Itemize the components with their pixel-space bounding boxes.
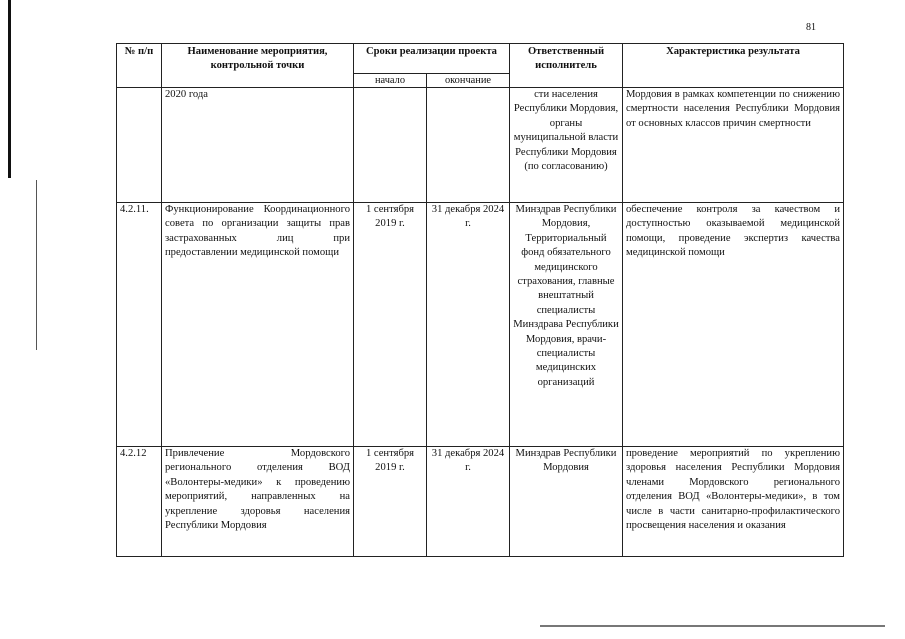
row-end: 31 декабря 2024 г. bbox=[427, 447, 510, 557]
row-responsible: Минздрав Республики Мордовия, Территориальный фонд обязательного медицинского страхования, главные внештатный специалисты Минздрава Республики Мордовия, врачи-специалисты медицинских организаций bbox=[510, 203, 623, 447]
scan-edge-mark-secondary bbox=[36, 180, 37, 350]
row-responsible: сти населения Республики Мордовия, органы муниципальной власти Республики Мордовия (по согласованию) bbox=[510, 88, 623, 203]
row-result: обеспечение контроля за качеством и доступностью оказываемой медицинской помощи, проведение экспертиз качества медицинской помощи bbox=[623, 203, 844, 447]
header-responsible: Ответственный исполнитель bbox=[510, 44, 623, 88]
row-num: 4.2.12 bbox=[117, 447, 162, 557]
row-result: Мордовия в рамках компетенции по снижению смертности населения Республики Мордовия от основных классов причин смертности bbox=[623, 88, 844, 203]
row-result: проведение мероприятий по укреплению здоровья населения Республики Мордовия членами Мордовского регионального отделения ВОД «Волонтеры-медики», в том числе в части санитарно-профилактического просвещения населения и оказания bbox=[623, 447, 844, 557]
header-name: Наименование мероприятия, контрольной точки bbox=[162, 44, 354, 88]
table-row bbox=[117, 203, 844, 447]
table-header-row bbox=[117, 44, 844, 74]
table-row bbox=[117, 447, 844, 557]
header-result: Характеристика результата bbox=[623, 44, 844, 88]
row-name: Функционирование Координационного совета по организации защиты прав застрахованных лиц при предоставлении медицинской помощи bbox=[162, 203, 354, 447]
row-start: 1 сентября 2019 г. bbox=[354, 447, 427, 557]
header-end: окончание bbox=[427, 74, 510, 88]
header-num: № п/п bbox=[117, 44, 162, 88]
page-number: 81 bbox=[806, 22, 816, 33]
header-start: начало bbox=[354, 74, 427, 88]
row-name: 2020 года bbox=[162, 88, 354, 203]
row-end: 31 декабря 2024 г. bbox=[427, 203, 510, 447]
row-start bbox=[354, 88, 427, 203]
header-terms: Сроки реализации проекта bbox=[354, 44, 510, 74]
row-responsible: Минздрав Республики Мордовия bbox=[510, 447, 623, 557]
row-name: Привлечение Мордовского регионального отделения ВОД «Волонтеры-медики» к проведению мероприятий, направленных на укрепление здоровья населения Республики Мордовия bbox=[162, 447, 354, 557]
row-start: 1 сентября 2019 г. bbox=[354, 203, 427, 447]
program-table bbox=[116, 43, 844, 557]
row-num bbox=[117, 88, 162, 203]
table-row bbox=[117, 88, 844, 203]
row-num: 4.2.11. bbox=[117, 203, 162, 447]
row-end bbox=[427, 88, 510, 203]
scan-edge-mark bbox=[8, 0, 11, 178]
scan-bottom-line bbox=[540, 625, 885, 627]
